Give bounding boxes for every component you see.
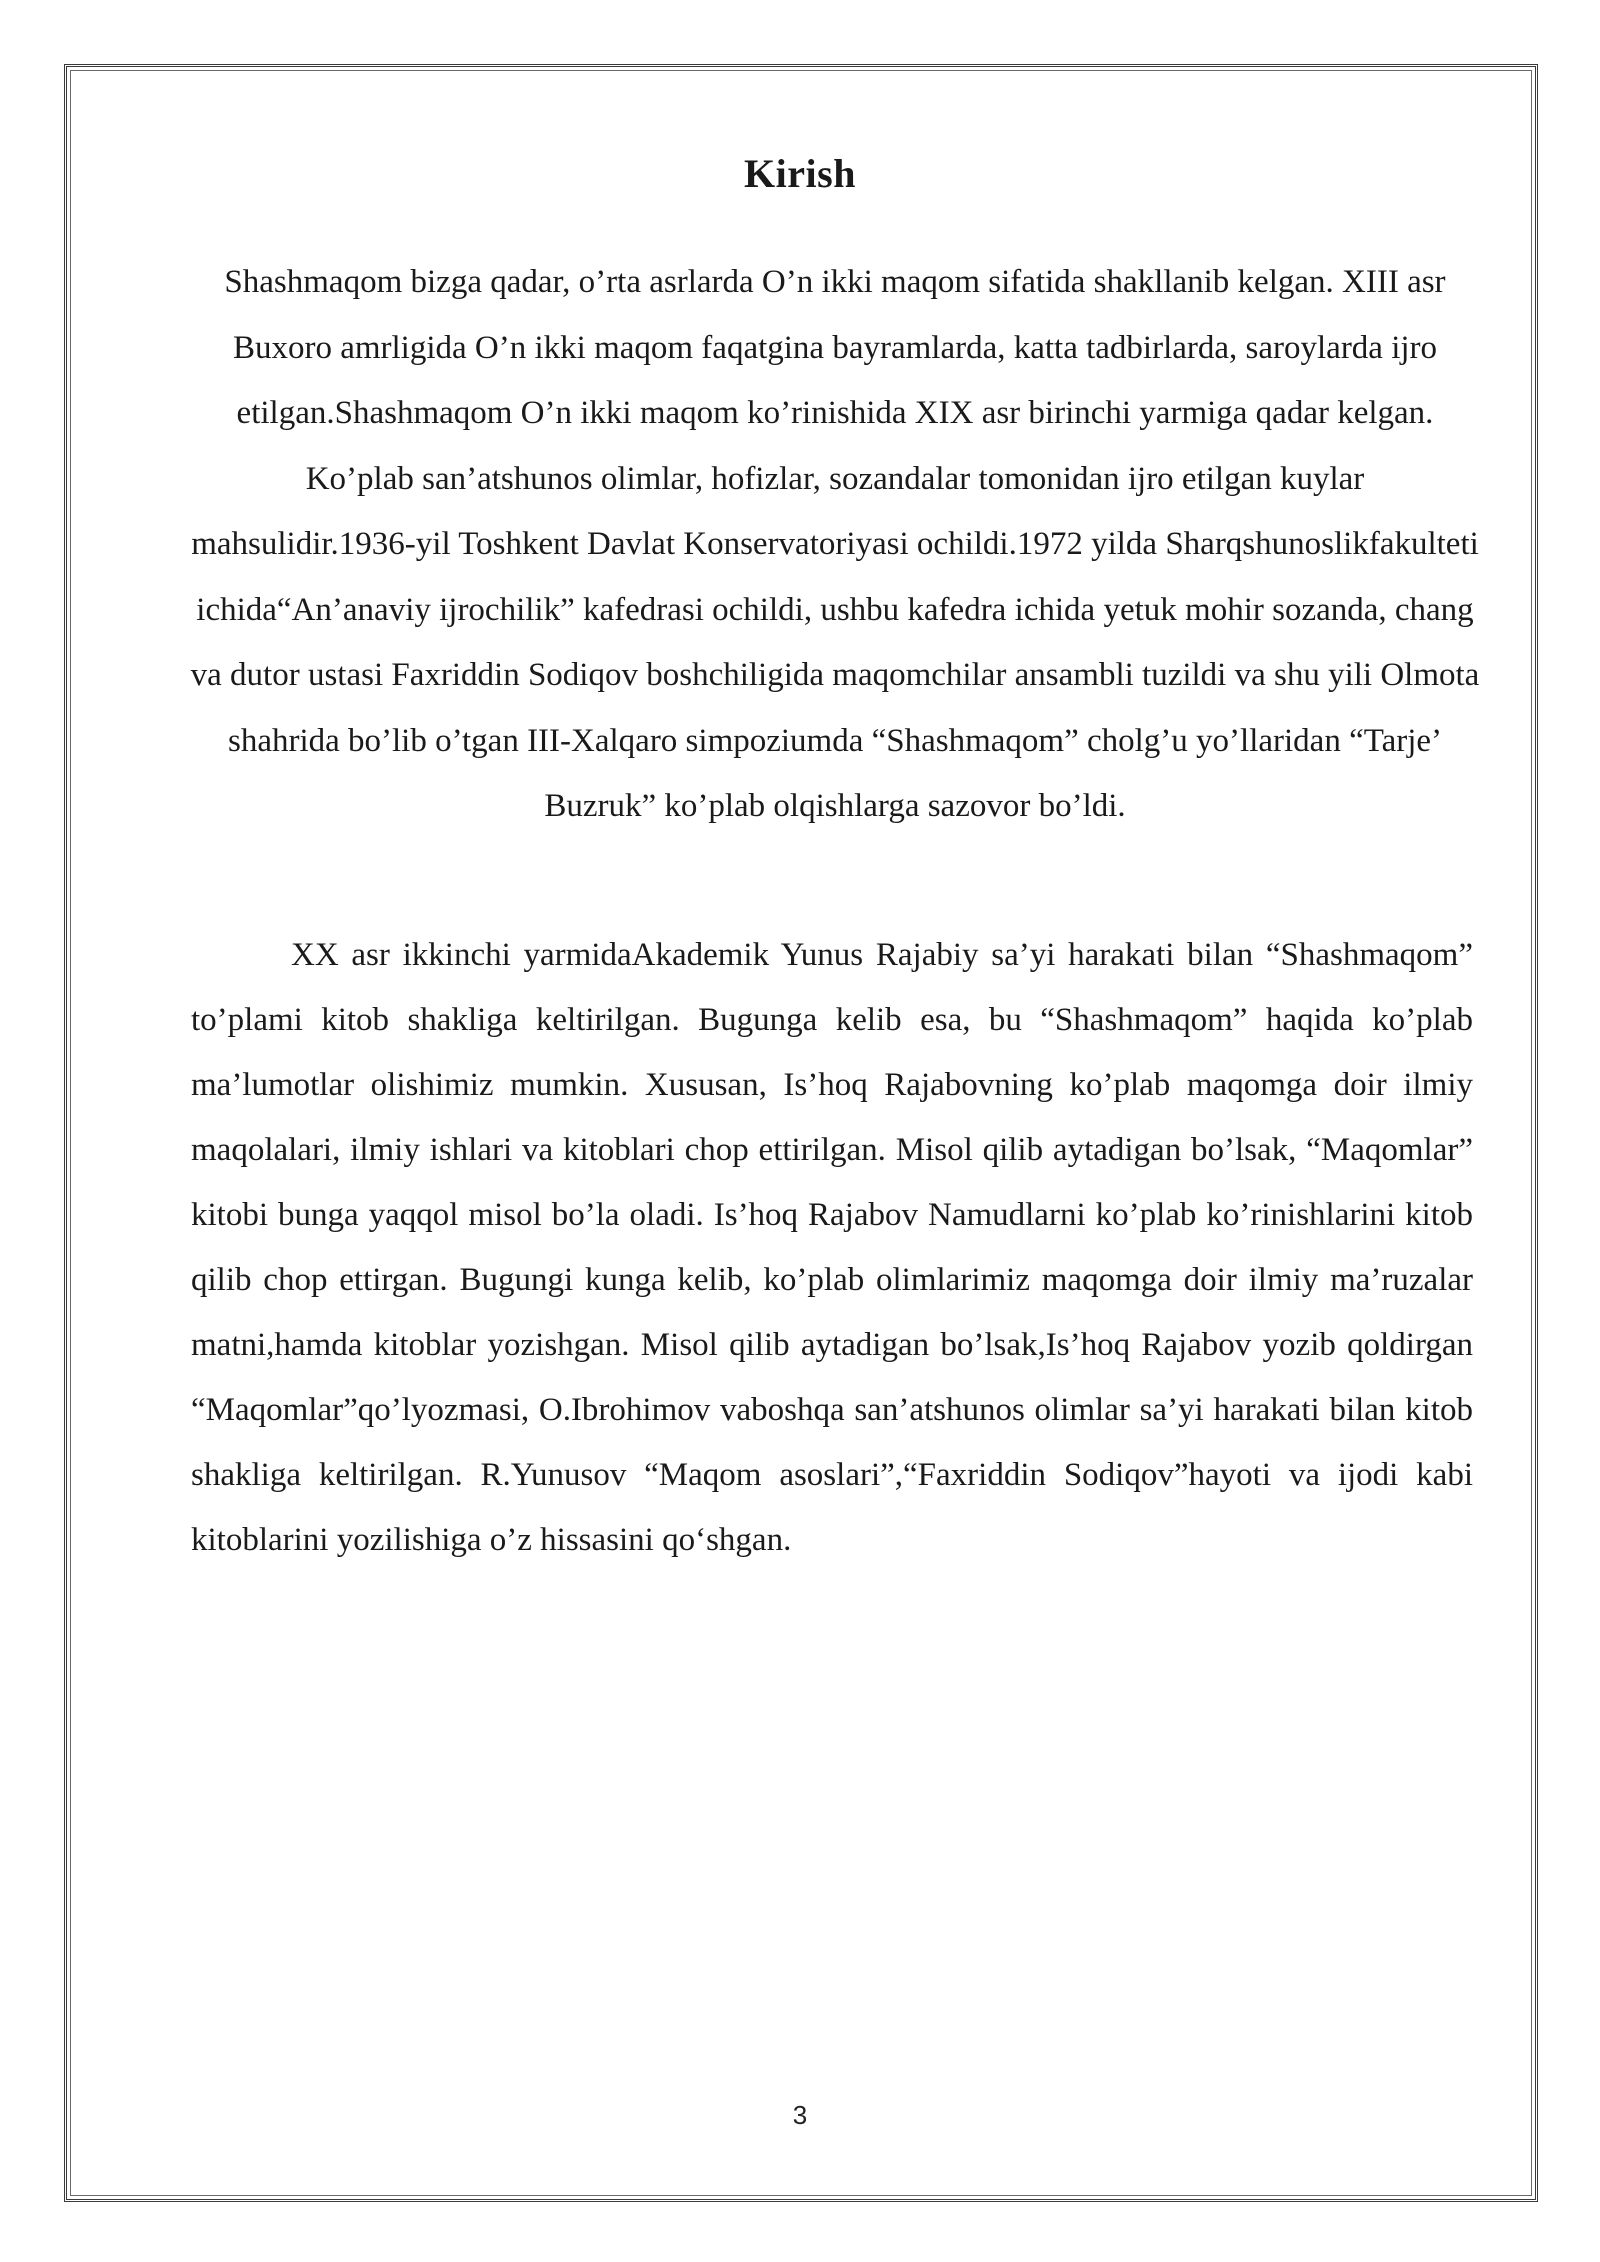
page-title: Kirish [744, 151, 856, 196]
page-number: 3 [792, 2100, 808, 2130]
body-paragraph: XX asr ikkinchi yarmidaAkademik Yunus Rajabiy sa’yi harakati bilan “Shashmaqom” to’plami kitob shakliga keltirilgan. Bugunga kelib esa, bu “Shashmaqom” haqida ko’plab ma’lumotlar olishimiz mumkin. Xususan, Is’hoq Rajabovning ko’plab maqomga doir ilmiy maqolalari, ilmiy ishlari va kitoblari chop ettirilgan. Misol qilib aytadigan bo’lsak, “Maqomlar” kitobi bunga yaqqol misol bo’la oladi. Is’hoq Rajabov Namudlarni ko’plab ko’rinishlarini kitob qilib chop ettirgan. Bugungi kunga kelib, ko’plab olimlarimiz maqomga doir ilmiy ma’ruzalar matni,hamda kitoblar yozishgan. Misol qilib aytadigan bo’lsak,Is’hoq Rajabov yozib qoldirgan “Maqomlar”qo’lyozmasi, O.Ibrohimov vaboshqa san’atshunos olimlar sa’yi harakati bilan kitob shakliga keltirilgan. R.Yunusov “Maqom asoslari”,“Faxriddin Sodiqov”hayoti va ijodi kabi kitoblarini yozilishiga o’z hissasini qo‘shgan. [191, 937, 1473, 1558]
intro-paragraph: Shashmaqom bizga qadar, o’rta asrlarda O’n ikki maqom sifatida shakllanib kelgan. XIII asr Buxoro amrligida O’n ikki maqom faqatgina bayramlarda, katta tadbirlarda, saroylarda ijro etilgan.Shashmaqom O’n ikki maqom ko’rinishida XIX asr birinchi yarmiga qadar kelgan. Ko’plab san’atshunos olimlar, hofizlar, sozandalar tomonidan ijro etilgan kuylar mahsulidir.1936-yil Toshkent Davlat Konservatoriyasi ochildi.1972 yilda Sharqshunoslikfakulteti ichida“An’anaviy ijrochilik” kafedrasi ochildi, ushbu kafedra ichida yetuk mohir sozanda, chang va dutor ustasi Faxriddin Sodiqov boshchiligida maqomchilar ansambli tuzildi va shu yili Olmota shahrida bo’lib o’tgan III-Xalqaro simpoziumda “Shashmaqom” cholg’u yo’llaridan “Tarje’ Buzruk” ko’plab olqishlarga sazovor bo’ldi. [190, 264, 1480, 824]
